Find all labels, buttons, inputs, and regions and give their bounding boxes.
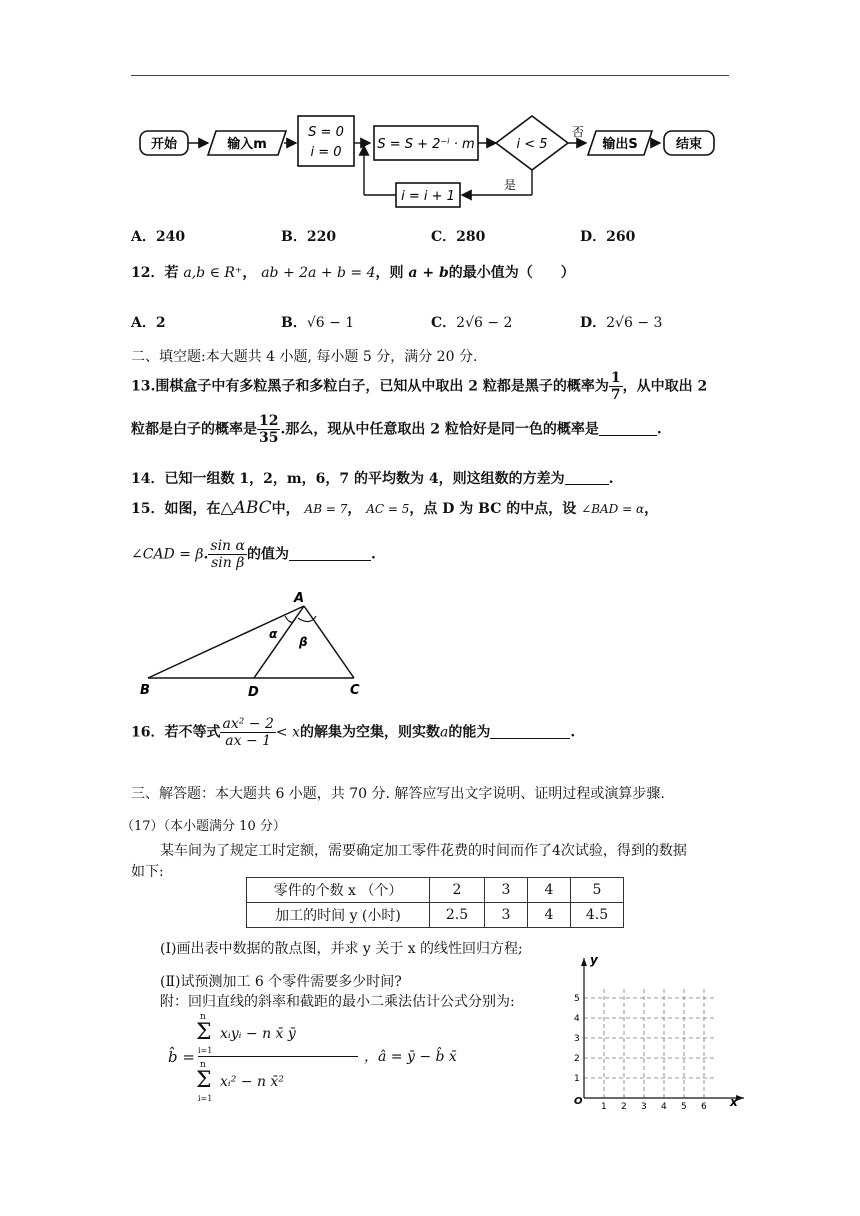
q17-intro-line1: 某车间为了规定工时定额，需要确定加工零件花费的时间而作了4次试验，得到的数据 <box>160 843 687 859</box>
q13-answer-blank[interactable] <box>599 421 657 436</box>
flowchart <box>128 110 728 210</box>
coordinate-grid <box>570 950 750 1110</box>
table-cell: 2 <box>430 878 485 903</box>
fig-label-beta: β <box>299 635 308 649</box>
flow-start-label: 开始 <box>150 137 178 152</box>
fig-label-c: C <box>350 683 360 698</box>
q17-part1: (Ⅰ)画出表中数据的散点图，并求 y 关于 x 的线性回归方程; <box>160 941 523 957</box>
q11-choice-a[interactable]: A．240 <box>131 229 186 245</box>
grid-y-tick-label: 3 <box>574 1034 580 1044</box>
table-cell: 5 <box>571 878 624 903</box>
flow-yes-label: 是 <box>504 178 517 192</box>
section2-heading: 二、填空题:本大题共 4 小题, 每小题 5 分，满分 20 分. <box>131 349 478 365</box>
q13-frac-white: $\frac{12}{35}$ <box>259 413 279 446</box>
grid-y-tick-label: 5 <box>574 994 580 1004</box>
q13-line2: 粒都是白子的概率是 $\frac{12}{35}$ .那么，现从中任意取出 2 粒恰好是同一色的概率是 . <box>131 413 662 446</box>
fig-label-b: B <box>140 683 150 698</box>
q16-inequality-frac: $\frac{\text{ax² − 2}}{ax - 1}$ <box>222 716 274 749</box>
q15-answer-blank[interactable] <box>289 546 371 561</box>
table-cell: 4 <box>528 878 571 903</box>
q16-answer-blank[interactable] <box>490 724 570 739</box>
numerator-expr: xᵢyᵢ − n x̄ ȳ <box>220 1026 296 1042</box>
flow-end-label: 结束 <box>675 137 703 152</box>
grid-x-tick-label: 6 <box>701 1102 707 1110</box>
q15-triangle-figure <box>134 588 374 700</box>
q16-stem: 16．若不等式 $\frac{\text{ax² − 2}}{ax - 1}$ < x的解集为空集，则实数a的能为 . <box>131 716 576 749</box>
section3-heading: 三、解答题：本大题共 6 小题，共 70 分. 解答应写出文字说明、证明过程或演算步骤. <box>131 786 665 802</box>
grid-x-tick-label: 3 <box>641 1102 647 1110</box>
q12-choice-a[interactable]: A．2 <box>131 315 166 331</box>
grid-y-tick-label: 2 <box>574 1054 580 1064</box>
a-hat: ，â = ȳ − b̂ x̄ <box>364 1049 457 1065</box>
q17-intro-line2: 如下: <box>131 864 164 880</box>
table-cell: 4.5 <box>571 903 624 928</box>
table-cell: 2.5 <box>430 903 485 928</box>
q14-answer-blank[interactable] <box>565 470 609 485</box>
fig-label-alpha: α <box>269 627 278 641</box>
q12-stem: 12．若 a,b ∈ R⁺， ab + 2a + b = 4，则 a + b的最小值为（ ） <box>131 265 575 281</box>
q15-ratio-frac: $\frac{\text{sin α}}{\text{sin β}}$ <box>210 538 245 571</box>
q17-note: 附：回归直线的斜率和截距的最小二乘法估计公式分别为: <box>160 994 515 1010</box>
grid-y-tick-label: 4 <box>574 1014 580 1024</box>
grid-y-label: y <box>590 953 598 967</box>
grid-x-tick-label: 1 <box>601 1102 607 1110</box>
sum-symbol-num: Σ <box>196 1020 212 1045</box>
fig-label-d: D <box>248 685 259 700</box>
flow-output-label: 输出S <box>602 137 638 152</box>
q13-frac-black: $\frac{1}{7}$ <box>610 370 621 403</box>
table-cell: 4 <box>528 903 571 928</box>
q12-choice-c[interactable]: C．2√6 − 2 <box>431 315 513 331</box>
denominator-expr: xᵢ² − n x̄² <box>220 1074 284 1090</box>
b-hat: b̂ = <box>168 1048 195 1066</box>
q17-data-table <box>246 877 624 928</box>
flow-init-s: S = 0 <box>308 125 344 140</box>
sum-lower-den: i=1 <box>198 1094 213 1103</box>
table-row <box>247 878 624 903</box>
table-cell: 加工的时间 y (小时) <box>247 903 430 928</box>
q13-line1: 13.围棋盒子中有多粒黑子和多粒白子，已知从中取出 2 粒都是黑子的概率为 $\frac{1}{7}$ ，从中取出 2 <box>131 370 708 403</box>
flow-update-label: S = S + 2⁻ⁱ · m <box>377 137 475 152</box>
table-cell: 3 <box>485 903 528 928</box>
flow-increment-label: i = i + 1 <box>401 189 455 204</box>
q15-line2: ∠CAD = β. $\frac{\text{sin α}}{\text{sin β}}$ 的值为 . <box>131 538 376 571</box>
table-cell: 零件的个数 x （个） <box>247 878 430 903</box>
q17-header: （17）（本小题满分 10 分） <box>121 819 286 834</box>
grid-x-tick-label: 5 <box>681 1102 687 1110</box>
q12-choice-b[interactable]: B．√6 − 1 <box>281 315 355 331</box>
grid-y-tick-label: 1 <box>574 1074 580 1084</box>
top-rule <box>131 75 729 76</box>
sum-symbol-den: Σ <box>196 1068 212 1093</box>
flow-condition-label: i < 5 <box>516 137 548 152</box>
grid-x-tick-label: 2 <box>621 1102 627 1110</box>
q17-regression-formula <box>168 1010 548 1110</box>
sum-lower-num: i=1 <box>198 1046 213 1055</box>
q14-stem: 14．已知一组数 1，2，m，6，7 的平均数为 4，则这组数的方差为 . <box>131 471 614 487</box>
q11-choice-b[interactable]: B．220 <box>281 229 337 245</box>
grid-x-label: x <box>730 1095 738 1109</box>
grid-x-tick-label: 4 <box>661 1102 667 1110</box>
q11-choice-d[interactable]: D．260 <box>580 229 636 245</box>
q12-choice-d[interactable]: D．2√6 − 3 <box>580 315 663 331</box>
flow-no-label: 否 <box>572 125 585 139</box>
table-cell: 3 <box>485 878 528 903</box>
q15-line1: 15．如图，在△ABC中， AB = 7， AC = 5，点 D 为 BC 的中点，设 ∠BAD = α， <box>131 498 659 518</box>
grid-origin-label: O <box>574 1096 583 1107</box>
fig-label-a: A <box>294 591 305 606</box>
sum-upper-num: n <box>200 1012 206 1022</box>
q11-choice-c[interactable]: C．280 <box>431 229 486 245</box>
flow-input-label: 输入m <box>227 137 267 152</box>
table-row <box>247 903 624 928</box>
sum-upper-den: n <box>200 1060 206 1070</box>
flow-init-i: i = 0 <box>310 145 342 160</box>
q17-part2: (Ⅱ)试预测加工 6 个零件需要多少时间? <box>160 974 402 990</box>
fraction-bar <box>198 1056 358 1057</box>
